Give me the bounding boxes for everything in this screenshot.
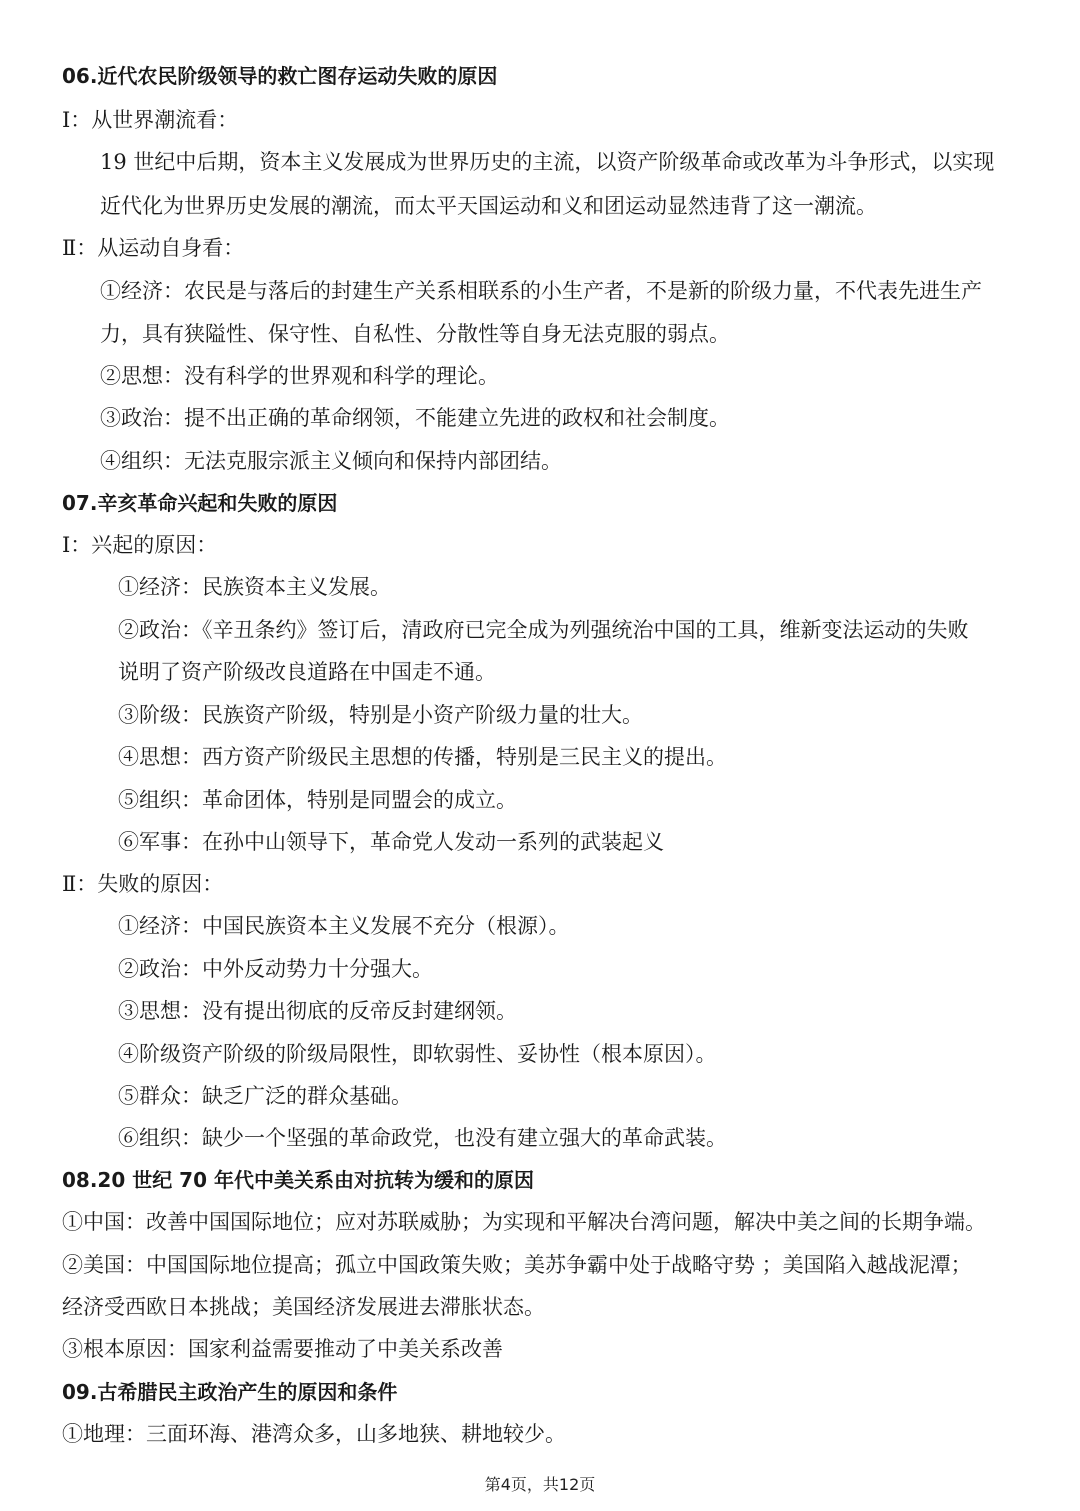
list-item: ①地理：三面环海、港湾众多，山多地狭、耕地较少。 <box>62 1422 566 1446</box>
list-item: ③根本原因：国家利益需要推动了中美关系改善 <box>62 1337 503 1361</box>
list-item: ②美国：中国国际地位提高；孤立中国政策失败；美苏争霸中处于战略守势 ；美国陷入越战泥潭； <box>62 1253 972 1277</box>
list-item: ①经济：民族资本主义发展。 <box>118 575 391 599</box>
list-item: ③思想：没有提出彻底的反帝反封建纲领。 <box>118 999 517 1023</box>
section-09-title: 09.古希腊民主政治产生的原因和条件 <box>62 1380 398 1404</box>
list-item: ①中国：改善中国国际地位；应对苏联威胁；为实现和平解决台湾问题，解决中美之间的长期争端。 <box>62 1210 986 1234</box>
section-06-point-1: Ⅰ：从世界潮流看： <box>62 108 239 132</box>
list-item: ④组织：无法克服宗派主义倾向和保持内部团结。 <box>100 449 562 473</box>
page-footer: 第4页，共12页 <box>484 1475 596 1494</box>
section-06-point-2: Ⅱ：从运动自身看： <box>62 236 245 260</box>
list-item: ④思想：西方资产阶级民主思想的传播，特别是三民主义的提出。 <box>118 745 727 769</box>
section-08-title: 08.20 世纪 70 年代中美关系由对抗转为缓和的原因 <box>62 1168 534 1192</box>
list-item: 经济受西欧日本挑战；美国经济发展进去滞胀状态。 <box>62 1295 545 1319</box>
list-item: ④阶级资产阶级的阶级局限性，即软弱性、妥协性（根本原因）。 <box>118 1042 717 1066</box>
list-item: ②政治：《辛丑条约》签订后，清政府已完全成为列强统治中国的工具，维新变法运动的失败 <box>118 618 969 642</box>
list-item: ②思想：没有科学的世界观和科学的理论。 <box>100 364 499 388</box>
list-item: ⑤群众：缺乏广泛的群众基础。 <box>118 1084 412 1108</box>
list-item: ①经济：中国民族资本主义发展不充分（根源）。 <box>118 914 570 938</box>
paragraph-line: 近代化为世界历史发展的潮流，而太平天国运动和义和团运动显然违背了这一潮流。 <box>100 194 877 218</box>
list-item: ①经济：农民是与落后的封建生产关系相联系的小生产者，不是新的阶级力量，不代表先进生产 <box>100 279 982 303</box>
list-item: ⑥军事：在孙中山领导下，革命党人发动一系列的武装起义 <box>118 830 664 854</box>
list-item: 说明了资产阶级改良道路在中国走不通。 <box>118 660 496 684</box>
list-item: 力，具有狭隘性、保守性、自私性、分散性等自身无法克服的弱点。 <box>100 322 730 346</box>
list-item: ②政治：中外反动势力十分强大。 <box>118 957 433 981</box>
list-item: ⑤组织：革命团体，特别是同盟会的成立。 <box>118 788 517 812</box>
section-07-title: 07.辛亥革命兴起和失败的原因 <box>62 491 338 515</box>
section-06-title: 06.近代农民阶级领导的救亡图存运动失败的原因 <box>62 64 498 88</box>
list-item: ③政治：提不出正确的革命纲领，不能建立先进的政权和社会制度。 <box>100 406 730 430</box>
list-item: ⑥组织：缺少一个坚强的革命政党，也没有建立强大的革命武装。 <box>118 1126 727 1150</box>
section-07-point-1: Ⅰ：兴起的原因： <box>62 533 218 557</box>
section-07-point-2: Ⅱ：失败的原因： <box>62 872 224 896</box>
list-item: ③阶级：民族资产阶级，特别是小资产阶级力量的壮大。 <box>118 703 643 727</box>
paragraph-line: 19 世纪中后期，资本主义发展成为世界历史的主流，以资产阶级革命或改革为斗争形式，以实现 <box>100 150 995 174</box>
